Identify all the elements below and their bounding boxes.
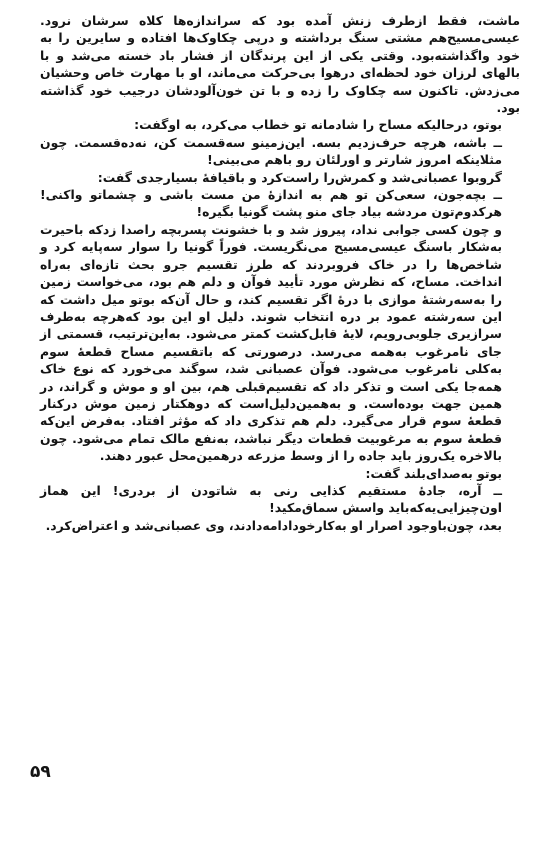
- paragraph: گروبوا عصبانی‌شد و کمرش‌را راست‌کرد و باقیافهٔ بسیارجدی گفت:: [97, 169, 502, 185]
- paragraph: ــ باشه، هرچه حرف‌زدیم بسه. این‌زمینو سه‌قسمت کن، نه‌ده‌قسمت. چون مثلاینکه امروز شارتر و اورلئان رو باهم می‌بینی!: [40, 134, 502, 168]
- paragraph: بوتو، درحالیکه مساح را شادمانه تو خطاب می‌کرد، به اوگفت:: [134, 117, 502, 133]
- page-number: ۵۹: [30, 762, 51, 782]
- paragraph: ــ آره، جادهٔ مستقیم کذایی رنی به شاتودن از بردری! این هماز اون‌چیزایی‌یه‌که‌باید واسش سماق‌مکید!: [40, 482, 502, 516]
- paragraph: ماشت، فقط ازطرف زنش آمده بود که سراندازه‌ها کلاه سرشان نرود. عیسی‌مسیح‌هم مشتی سنگ برداشته و درپی چکاوک‌ها افتاده و سایرین را به خود واگذاشته‌بود. وقتی یکی از این پرندگان از فشار باد خسته می‌شد و با بالهای لرزان خود لحظه‌ای درهوا بی‌حرکت می‌ماند، او با مهارت خاص وحشیان می‌زدش. تاکنون سه چکاوک را زده و با تن خون‌آلودشان درجیب خود گذاشته بود.: [40, 13, 520, 116]
- body-text: [40, 12, 520, 534]
- paragraph: و چون کسی جوابی نداد، پیروز شد و با خشونت پسربچه راصدا زدکه باحیرت به‌شکار باسنگ عیسی‌مسیح می‌نگریست. فوراً گونیا را سوار سه‌پایه کرد و شاخص‌ها را در خاک فروبردند که طرز تقسیم جرو بحث تازه‌ای به‌راه انداخت. مساح، که نظرش مورد تأیید فوآن و دلم هم بود، می‌خواست زمین را به‌سه‌رشتهٔ موازی با درهٔ اگر تقسیم کند، و حال آن‌که بوتو میل داشت که این سه‌رشته عمود بر دره انتخاب شوند. دلیل او این بود که‌هرچه به‌طرف سرازیری جلوبی‌رویم، لایهٔ قابل‌کشت کمتر می‌شود. به‌این‌ترتیب، قسمتی از جای نامرغوب به‌همه می‌رسد. درصورتی که باتقسیم مساح قطعهٔ سوم به‌کلی نامرغوب می‌شود. فوآن عصبانی شد، سوگند می‌خورد که نوع خاک همه‌جا یکی است و تذکر داد که تقسیم‌قبلی هم، بین او و موش و گراند، در همین جهت بوده‌است. و به‌همین‌دلیل‌است که دوهکتار زمین موش درکنار قطعهٔ سوم قرار می‌گیرد. دلم هم تذکری داد که مؤثر افتاد. به‌فرض این‌که قطعهٔ سوم به مرغوبیت قطعات دیگر نباشد، به‌نفع مالک تمام می‌شود. چون بالاخره یک‌روز باید جاده را از وسط مزرعه درهمین‌محل عبور دهند.: [40, 221, 502, 464]
- paragraph: بوتو به‌صدای‌بلند گفت:: [365, 465, 502, 481]
- paragraph: بعد، چون‌باوجود اصرار او به‌کارخودادامه‌دادند، وی عصبانی‌شد و اعتراض‌کرد.: [45, 517, 502, 533]
- paragraph: ــ بچه‌جون، سعی‌کن تو هم به اندازهٔ من مست باشی و چشماتو واکنی! هرکدوم‌تون مردشه بیاد جای منو پشت گونیا بگیره!: [40, 187, 502, 220]
